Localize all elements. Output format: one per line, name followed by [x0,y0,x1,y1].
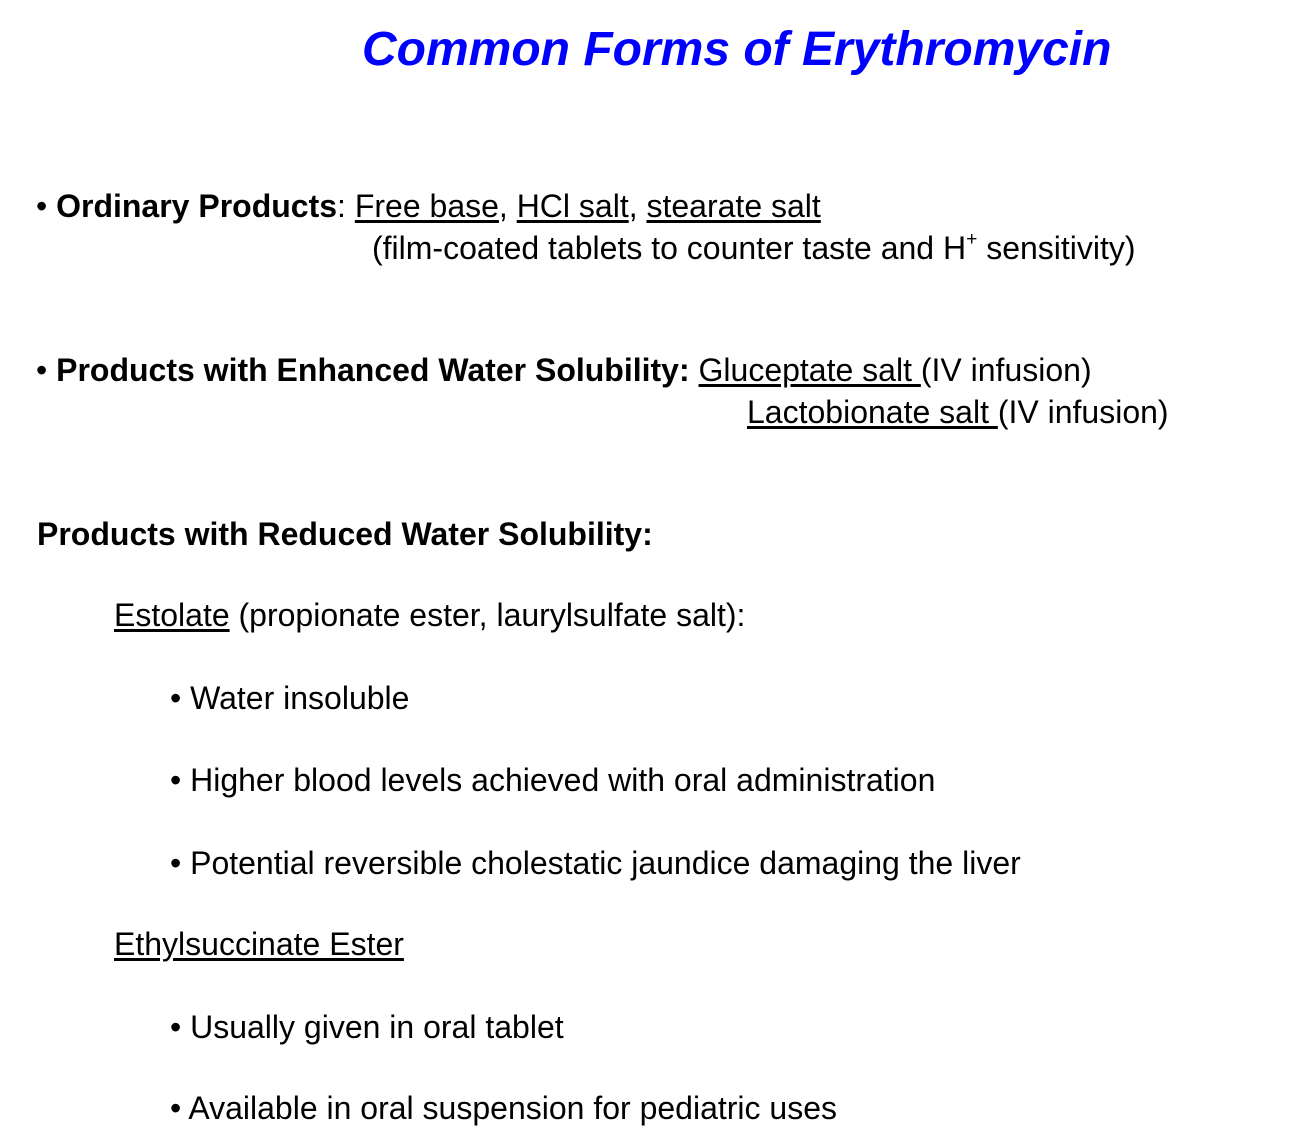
lactobionate-note: (IV infusion) [997,394,1169,430]
bullet: • [36,352,48,388]
ordinary-products-note [372,228,1136,268]
enhanced-solubility-line [36,350,1092,390]
gluceptate-salt-item: Gluceptate salt [698,352,921,388]
free-base-item: Free base [354,188,499,224]
separator: , [498,188,508,224]
list-item: • Available in oral suspension for pediatric uses [170,1090,837,1126]
superscript-plus: + [966,229,978,251]
stearate-salt-item: stearate salt [646,188,821,224]
hcl-salt-item: HCl salt [516,188,629,224]
list-item: • Usually given in oral tablet [170,1009,564,1045]
ethylsuccinate-name: Ethylsuccinate Ester [114,926,404,962]
note-text: (film-coated tablets to counter taste and H [372,230,967,266]
ordinary-products-label: Ordinary Products [56,188,338,224]
list-item: • Water insoluble [170,680,410,716]
reduced-solubility-heading: Products with Reduced Water Solubility: [37,516,653,552]
lactobionate-salt-item: Lactobionate salt [747,394,998,430]
ordinary-products-line [36,186,821,226]
estolate-line [114,595,745,635]
colon: : [337,188,346,224]
list-item: • Higher blood levels achieved with oral administration [170,762,936,798]
list-item: • Potential reversible cholestatic jaundice damaging the liver [170,845,1021,881]
bullet: • [36,188,48,224]
lactobionate-line [747,392,1169,432]
separator: , [628,188,638,224]
page-title: Common Forms of Erythromycin [362,23,1112,76]
estolate-desc: (propionate ester, laurylsulfate salt): [229,597,746,633]
enhanced-solubility-label: Products with Enhanced Water Solubility: [56,352,690,388]
note-text-end: sensitivity) [977,230,1136,266]
gluceptate-note: (IV infusion) [920,352,1092,388]
estolate-name: Estolate [114,597,230,633]
